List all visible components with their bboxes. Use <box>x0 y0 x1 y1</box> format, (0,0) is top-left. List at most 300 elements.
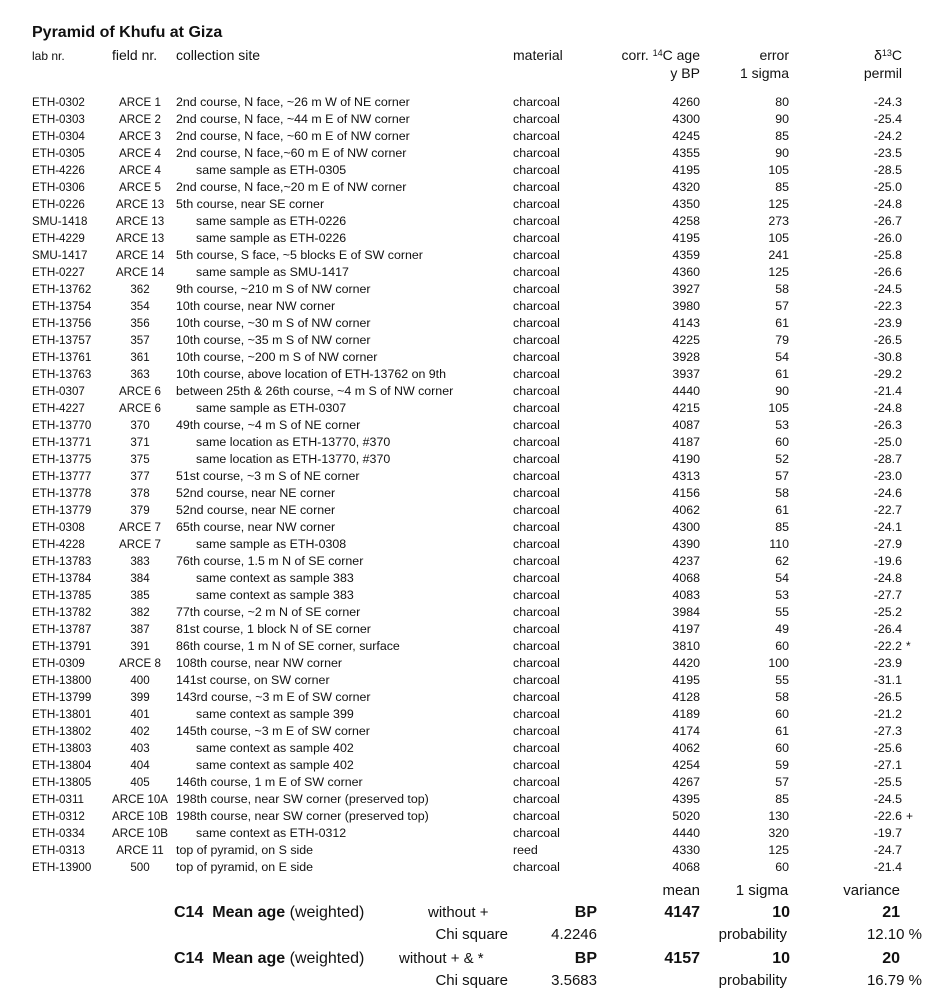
lab-nr-cell: ETH-13783 <box>32 555 92 568</box>
table-row: ETH-0311 ARCE 10A 198th course, near SW corner (preserved top) charcoal 4395 85 -24.5 <box>32 792 902 806</box>
error-cell: 273 <box>768 214 789 228</box>
material-cell: charcoal <box>513 452 560 466</box>
d13c-cell: -24.3 <box>873 95 902 109</box>
summary1-label: C14 Mean age (weighted) <box>174 904 365 921</box>
d13c-cell: -28.7 <box>873 452 902 466</box>
table-row: ETH-0303 ARCE 2 2nd course, N face, ~44 m E of NW corner charcoal 4300 90 -25.4 <box>32 112 902 126</box>
lab-nr-cell: ETH-13763 <box>32 368 92 381</box>
material-cell: charcoal <box>513 163 560 177</box>
d13c-cell: -27.1 <box>873 758 902 772</box>
lab-nr-cell: ETH-0227 <box>32 266 85 279</box>
material-cell: charcoal <box>513 826 560 840</box>
error-cell: 54 <box>775 350 789 364</box>
summary2-sigma: 10 <box>772 950 790 967</box>
collection-site-cell: same sample as ETH-0308 <box>196 537 347 551</box>
lab-nr-cell: SMU-1417 <box>32 249 88 262</box>
lab-nr-cell: ETH-13770 <box>32 419 92 432</box>
collection-site-cell: 77th course, ~2 m N of SE corner <box>176 605 361 619</box>
lab-nr-cell: ETH-13757 <box>32 334 92 347</box>
d13c-cell: -27.9 <box>873 537 902 551</box>
age-cell: 4225 <box>672 333 700 347</box>
d13c-cell: -31.1 <box>873 673 902 687</box>
age-cell: 4237 <box>672 554 700 568</box>
table-row: ETH-13756 356 10th course, ~30 m S of NW corner charcoal 4143 61 -23.9 <box>32 316 902 330</box>
lab-nr-cell: ETH-13799 <box>32 691 92 704</box>
material-cell: charcoal <box>513 724 560 738</box>
summary1-variance: 21 <box>882 904 900 921</box>
table-row: ETH-4227 ARCE 6 same sample as ETH-0307 charcoal 4215 105 -24.8 <box>32 401 902 415</box>
material-cell: charcoal <box>513 214 560 228</box>
age-cell: 4359 <box>672 248 700 262</box>
collection-site-cell: 143rd course, ~3 m E of SW corner <box>176 690 371 704</box>
collection-site-cell: same sample as ETH-0226 <box>196 214 347 228</box>
table-row: ETH-4228 ARCE 7 same sample as ETH-0308 charcoal 4390 110 -27.9 <box>32 537 902 551</box>
collection-site-cell: 86th course, 1 m N of SE corner, surface <box>176 639 400 653</box>
table-row: ETH-0306 ARCE 5 2nd course, N face,~20 m E of NW corner charcoal 4320 85 -25.0 <box>32 180 902 194</box>
error-cell: 57 <box>775 299 789 313</box>
error-cell: 85 <box>775 180 789 194</box>
table-row: ETH-13777 377 51st course, ~3 m S of NE corner charcoal 4313 57 -23.0 <box>32 469 902 483</box>
collection-site-cell: 2nd course, N face,~20 m E of NW corner <box>176 180 407 194</box>
age-cell: 3980 <box>672 299 700 313</box>
d13c-cell: -25.8 <box>873 248 902 262</box>
collection-site-cell: 65th course, near NW corner <box>176 520 336 534</box>
d13c-cell: -22.2 <box>873 639 902 653</box>
lab-nr-cell: ETH-13801 <box>32 708 92 721</box>
error-cell: 61 <box>775 316 789 330</box>
error-cell: 61 <box>775 367 789 381</box>
d13c-cell: -24.7 <box>873 843 902 857</box>
summary-col-mean: mean <box>662 882 700 899</box>
material-cell: charcoal <box>513 860 560 874</box>
age-cell: 4128 <box>672 690 700 704</box>
sample-table <box>0 94 936 876</box>
error-cell: 80 <box>775 95 789 109</box>
error-cell: 61 <box>775 724 789 738</box>
table-row: ETH-0313 ARCE 11 top of pyramid, on S side reed 4330 125 -24.7 <box>32 843 902 857</box>
collection-site-cell: same context as sample 399 <box>196 707 354 721</box>
error-cell: 90 <box>775 112 789 126</box>
lab-nr-cell: ETH-13779 <box>32 504 92 517</box>
material-cell: charcoal <box>513 197 560 211</box>
age-cell: 4083 <box>672 588 700 602</box>
collection-site-cell: 198th course, near SW corner (preserved top) <box>176 792 429 806</box>
error-cell: 54 <box>775 571 789 585</box>
table-row: ETH-13787 387 81st course, 1 block N of SE corner charcoal 4197 49 -26.4 <box>32 622 902 636</box>
d13c-cell: -24.8 <box>873 401 902 415</box>
age-cell: 4258 <box>672 214 700 228</box>
age-cell: 4440 <box>672 384 700 398</box>
table-row: ETH-0305 ARCE 4 2nd course, N face,~60 m E of NW corner charcoal 4355 90 -23.5 <box>32 146 902 160</box>
age-cell: 4087 <box>672 418 700 432</box>
d13c-cell: -26.4 <box>873 622 902 636</box>
material-cell: charcoal <box>513 809 560 823</box>
age-cell: 4330 <box>672 843 700 857</box>
summary2-prob-value: 16.79 % <box>866 972 922 989</box>
material-cell: charcoal <box>513 775 560 789</box>
material-cell: charcoal <box>513 486 560 500</box>
d13c-cell: -24.2 <box>873 129 902 143</box>
table-row: ETH-13805 405 146th course, 1 m E of SW corner charcoal 4267 57 -25.5 <box>32 775 902 789</box>
d13c-cell: -27.7 <box>873 588 902 602</box>
collection-site-cell: 2nd course, N face, ~44 m E of NW corner <box>176 112 410 126</box>
lab-nr-cell: ETH-13754 <box>32 300 92 313</box>
collection-site-cell: 5th course, near SE corner <box>176 197 325 211</box>
error-cell: 60 <box>775 741 789 755</box>
collection-site-cell: same context as sample 383 <box>196 588 354 602</box>
age-cell: 4300 <box>672 112 700 126</box>
material-cell: charcoal <box>513 333 560 347</box>
table-row: ETH-13803 403 same context as sample 402 charcoal 4062 60 -25.6 <box>32 741 902 755</box>
material-cell: charcoal <box>513 435 560 449</box>
error-cell: 79 <box>775 333 789 347</box>
d13c-cell: -23.0 <box>873 469 902 483</box>
table-row: ETH-13900 500 top of pyramid, on E side charcoal 4068 60 -21.4 <box>32 860 902 874</box>
lab-nr-cell: ETH-13785 <box>32 589 92 602</box>
error-cell: 53 <box>775 588 789 602</box>
age-cell: 4062 <box>672 741 700 755</box>
table-row: ETH-13778 378 52nd course, near NE corner charcoal 4156 58 -24.6 <box>32 486 902 500</box>
material-cell: charcoal <box>513 316 560 330</box>
material-cell: charcoal <box>513 554 560 568</box>
material-cell: charcoal <box>513 571 560 585</box>
outlier-mark: + <box>906 809 914 823</box>
d13c-cell: -24.5 <box>873 792 902 806</box>
error-cell: 125 <box>768 265 789 279</box>
lab-nr-cell: ETH-0306 <box>32 181 85 194</box>
lab-nr-cell: ETH-0304 <box>32 130 85 143</box>
error-cell: 49 <box>775 622 789 636</box>
d13c-cell: -26.7 <box>873 214 902 228</box>
material-cell: charcoal <box>513 418 560 432</box>
table-row: ETH-0312 ARCE 10B 198th course, near SW corner (preserved top) charcoal 5020 130 -22.6 + <box>32 809 914 823</box>
table-row: ETH-0304 ARCE 3 2nd course, N face, ~60 m E of NW corner charcoal 4245 85 -24.2 <box>32 129 902 143</box>
collection-site-cell: 108th course, near NW corner <box>176 656 342 670</box>
error-cell: 58 <box>775 486 789 500</box>
lab-nr-cell: ETH-13802 <box>32 725 92 738</box>
d13c-cell: -25.0 <box>873 435 902 449</box>
table-row: ETH-4226 ARCE 4 same sample as ETH-0305 charcoal 4195 105 -28.5 <box>32 163 902 177</box>
table-row: ETH-13779 379 52nd course, near NE corner charcoal 4062 61 -22.7 <box>32 503 902 517</box>
age-cell: 4420 <box>672 656 700 670</box>
age-cell: 4313 <box>672 469 700 483</box>
d13c-cell: -24.1 <box>873 520 902 534</box>
lab-nr-cell: ETH-13900 <box>32 861 92 874</box>
material-cell: charcoal <box>513 605 560 619</box>
collection-site-cell: 10th course, near NW corner <box>176 299 336 313</box>
summary2-unit: BP <box>574 950 597 967</box>
table-row: ETH-13775 375 same location as ETH-13770, #370 charcoal 4190 52 -28.7 <box>32 452 902 466</box>
age-cell: 3984 <box>672 605 700 619</box>
table-row: ETH-0307 ARCE 6 between 25th & 26th course, ~4 m S of NW corner charcoal 4440 90 -21.4 <box>32 384 902 398</box>
collection-site-cell: 51st course, ~3 m S of NE corner <box>176 469 360 483</box>
age-cell: 3937 <box>672 367 700 381</box>
d13c-cell: -25.0 <box>873 180 902 194</box>
age-cell: 4267 <box>672 775 700 789</box>
table-row: ETH-13782 382 77th course, ~2 m N of SE corner charcoal 3984 55 -25.2 <box>32 605 902 619</box>
age-cell: 3928 <box>672 350 700 364</box>
collection-site-cell: 52nd course, near NE corner <box>176 486 336 500</box>
age-cell: 4189 <box>672 707 700 721</box>
table-row: ETH-13791 391 86th course, 1 m N of SE corner, surface charcoal 3810 60 -22.2 * <box>32 639 911 653</box>
table-row: ETH-13771 371 same location as ETH-13770, #370 charcoal 4187 60 -25.0 <box>32 435 902 449</box>
material-cell: charcoal <box>513 146 560 160</box>
error-cell: 90 <box>775 146 789 160</box>
error-cell: 53 <box>775 418 789 432</box>
lab-nr-cell: ETH-13784 <box>32 572 92 585</box>
age-cell: 4062 <box>672 503 700 517</box>
summary2-variance: 20 <box>882 950 900 967</box>
material-cell: charcoal <box>513 622 560 636</box>
material-cell: charcoal <box>513 180 560 194</box>
age-cell: 4360 <box>672 265 700 279</box>
d13c-cell: -19.7 <box>873 826 902 840</box>
d13c-cell: -25.4 <box>873 112 902 126</box>
collection-site-cell: 10th course, ~30 m S of NW corner <box>176 316 371 330</box>
collection-site-cell: 52nd course, near NE corner <box>176 503 336 517</box>
lab-nr-cell: ETH-13778 <box>32 487 92 500</box>
age-cell: 4195 <box>672 673 700 687</box>
error-cell: 105 <box>768 163 789 177</box>
lab-nr-cell: ETH-13803 <box>32 742 92 755</box>
material-cell: charcoal <box>513 248 560 262</box>
collection-site-cell: same sample as ETH-0307 <box>196 401 347 415</box>
d13c-cell: -28.5 <box>873 163 902 177</box>
table-row: ETH-0308 ARCE 7 65th course, near NW corner charcoal 4300 85 -24.1 <box>32 520 902 534</box>
error-cell: 58 <box>775 690 789 704</box>
material-cell: charcoal <box>513 588 560 602</box>
material-cell: charcoal <box>513 384 560 398</box>
lab-nr-cell: ETH-13775 <box>32 453 92 466</box>
table-row: ETH-13800 400 141st course, on SW corner charcoal 4195 55 -31.1 <box>32 673 902 687</box>
summary1-prob-label: probability <box>718 926 787 943</box>
collection-site-cell: 2nd course, N face, ~60 m E of NW corner <box>176 129 410 143</box>
collection-site-cell: 141st course, on SW corner <box>176 673 330 687</box>
collection-site-cell: 2nd course, N face,~60 m E of NW corner <box>176 146 407 160</box>
collection-site-cell: 10th course, ~200 m S of NW corner <box>176 350 378 364</box>
d13c-cell: -22.3 <box>873 299 902 313</box>
age-cell: 4260 <box>672 95 700 109</box>
age-cell: 3810 <box>672 639 700 653</box>
d13c-cell: -19.6 <box>873 554 902 568</box>
d13c-cell: -26.5 <box>873 690 902 704</box>
collection-site-cell: 49th course, ~4 m S of NE corner <box>176 418 361 432</box>
age-cell: 4195 <box>672 231 700 245</box>
age-cell: 4197 <box>672 622 700 636</box>
collection-site-cell: same sample as ETH-0226 <box>196 231 347 245</box>
d13c-cell: -21.4 <box>873 860 902 874</box>
d13c-cell: -30.8 <box>873 350 902 364</box>
error-cell: 85 <box>775 520 789 534</box>
d13c-cell: -22.7 <box>873 503 902 517</box>
lab-nr-cell: ETH-13805 <box>32 776 92 789</box>
material-cell: charcoal <box>513 673 560 687</box>
summary2-prob-label: probability <box>718 972 787 989</box>
d13c-cell: -22.6 <box>873 809 902 823</box>
material-cell: charcoal <box>513 299 560 313</box>
collection-site-cell: same location as ETH-13770, #370 <box>196 452 391 466</box>
error-cell: 58 <box>775 282 789 296</box>
d13c-cell: -29.2 <box>873 367 902 381</box>
collection-site-cell: between 25th & 26th course, ~4 m S of NW corner <box>176 384 454 398</box>
header-d13-line1: $\delta^{13}C$ <box>874 47 902 63</box>
lab-nr-cell: ETH-0313 <box>32 844 85 857</box>
lab-nr-cell: ETH-13756 <box>32 317 92 330</box>
error-cell: 105 <box>768 401 789 415</box>
collection-site-cell: same location as ETH-13770, #370 <box>196 435 391 449</box>
material-cell: charcoal <box>513 95 560 109</box>
collection-site-cell: 10th course, above location of ETH-13762 on 9th <box>176 367 447 381</box>
summary1-sigma: 10 <box>772 904 790 921</box>
age-cell: 4187 <box>672 435 700 449</box>
lab-nr-cell: ETH-13791 <box>32 640 92 653</box>
error-cell: 60 <box>775 860 789 874</box>
error-cell: 60 <box>775 707 789 721</box>
summary1-chi-label: Chi square <box>435 926 508 943</box>
material-cell: charcoal <box>513 707 560 721</box>
collection-site-cell: 2nd course, N face, ~26 m W of NE corner <box>176 95 410 109</box>
age-cell: 4440 <box>672 826 700 840</box>
material-cell: charcoal <box>513 520 560 534</box>
material-cell: charcoal <box>513 231 560 245</box>
table-row: ETH-13763 363 10th course, above location of ETH-13762 on 9th charcoal 3937 61 -29.2 <box>32 367 902 381</box>
table-row: ETH-0309 ARCE 8 108th course, near NW corner charcoal 4420 100 -23.9 <box>32 656 902 670</box>
table-row: ETH-13804 404 same context as sample 402 charcoal 4254 59 -27.1 <box>32 758 902 772</box>
error-cell: 241 <box>768 248 789 262</box>
lab-nr-cell: ETH-0311 <box>32 793 84 806</box>
error-cell: 59 <box>775 758 789 772</box>
d13c-cell: -21.4 <box>873 384 902 398</box>
lab-nr-cell: ETH-13777 <box>32 470 92 483</box>
material-cell: charcoal <box>513 741 560 755</box>
age-cell: 4390 <box>672 537 700 551</box>
table-row: ETH-0226 ARCE 13 5th course, near SE corner charcoal 4350 125 -24.8 <box>32 197 902 211</box>
table-row: ETH-4229 ARCE 13 same sample as ETH-0226 charcoal 4195 105 -26.0 <box>32 231 902 245</box>
header-d13-line2: permil <box>863 65 902 81</box>
age-cell: 4215 <box>672 401 700 415</box>
d13c-cell: -26.0 <box>873 231 902 245</box>
table-row: ETH-0302 ARCE 1 2nd course, N face, ~26 m W of NE corner charcoal 4260 80 -24.3 <box>32 95 902 109</box>
error-cell: 125 <box>768 843 789 857</box>
summary2-label: C14 Mean age (weighted) <box>174 950 365 967</box>
summary2-condition: without + & * <box>399 950 484 967</box>
error-cell: 100 <box>768 656 789 670</box>
d13c-cell: -25.2 <box>873 605 902 619</box>
material-cell: charcoal <box>513 129 560 143</box>
material-cell: charcoal <box>513 690 560 704</box>
material-cell: charcoal <box>513 282 560 296</box>
error-cell: 125 <box>768 197 789 211</box>
collection-site-cell: same sample as ETH-0305 <box>196 163 347 177</box>
table-row: ETH-13785 385 same context as sample 383 charcoal 4083 53 -27.7 <box>32 588 902 602</box>
summary1-unit: BP <box>574 904 597 921</box>
material-cell: charcoal <box>513 792 560 806</box>
header-lab-nr: lab nr. <box>32 49 65 63</box>
page-title: Pyramid of Khufu at Giza <box>32 24 223 41</box>
table-row: ETH-13757 357 10th course, ~35 m S of NW corner charcoal 4225 79 -26.5 <box>32 333 902 347</box>
d13c-cell: -26.5 <box>873 333 902 347</box>
collection-site-cell: 9th course, ~210 m S of NW corner <box>176 282 371 296</box>
error-cell: 90 <box>775 384 789 398</box>
collection-site-cell: 145th course, ~3 m E of SW corner <box>176 724 370 738</box>
d13c-cell: -24.8 <box>873 571 902 585</box>
header-collection-site: collection site <box>176 47 261 63</box>
table-row: ETH-13783 383 76th course, 1.5 m N of SE corner charcoal 4237 62 -19.6 <box>32 554 902 568</box>
lab-nr-cell: ETH-4227 <box>32 402 85 415</box>
error-cell: 85 <box>775 129 789 143</box>
collection-site-cell: 5th course, S face, ~5 blocks E of SW corner <box>176 248 423 262</box>
error-cell: 320 <box>768 826 789 840</box>
age-cell: 4350 <box>672 197 700 211</box>
material-cell: charcoal <box>513 401 560 415</box>
summary-col-sigma: 1 sigma <box>735 882 789 899</box>
table-row: ETH-13761 361 10th course, ~200 m S of NW corner charcoal 3928 54 -30.8 <box>32 350 902 364</box>
lab-nr-cell: ETH-0307 <box>32 385 85 398</box>
error-cell: 61 <box>775 503 789 517</box>
collection-site-cell: top of pyramid, on S side <box>176 843 314 857</box>
age-cell: 4395 <box>672 792 700 806</box>
material-cell: charcoal <box>513 367 560 381</box>
summary1-condition: without + <box>428 904 489 921</box>
error-cell: 110 <box>769 537 789 551</box>
material-cell: charcoal <box>513 503 560 517</box>
summary-col-variance: variance <box>843 882 900 899</box>
header-age-line2: y BP <box>670 65 700 81</box>
error-cell: 85 <box>775 792 789 806</box>
collection-site-cell: top of pyramid, on E side <box>176 860 314 874</box>
collection-site-cell: 10th course, ~35 m S of NW corner <box>176 333 371 347</box>
error-cell: 60 <box>775 639 789 653</box>
d13c-cell: -24.6 <box>873 486 902 500</box>
material-cell: charcoal <box>513 537 560 551</box>
d13c-cell: -26.3 <box>873 418 902 432</box>
lab-nr-cell: ETH-0312 <box>32 810 85 823</box>
lab-nr-cell: ETH-0308 <box>32 521 85 534</box>
material-cell: charcoal <box>513 656 560 670</box>
lab-nr-cell: ETH-13771 <box>32 436 92 449</box>
header-age-line1: corr. $^{14}$C age <box>621 47 700 63</box>
summary1-prob-value: 12.10 % <box>866 926 922 943</box>
table-row: SMU-1418 ARCE 13 same sample as ETH-0226 charcoal 4258 273 -26.7 <box>32 214 902 228</box>
age-cell: 4355 <box>672 146 700 160</box>
collection-site-cell: same context as sample 402 <box>196 741 354 755</box>
age-cell: 4254 <box>672 758 700 772</box>
age-cell: 4300 <box>672 520 700 534</box>
lab-nr-cell: ETH-0302 <box>32 96 85 109</box>
table-row: ETH-13802 402 145th course, ~3 m E of SW corner charcoal 4174 61 -27.3 <box>32 724 902 738</box>
error-cell: 62 <box>775 554 789 568</box>
age-cell: 4068 <box>672 860 700 874</box>
d13c-cell: -26.6 <box>873 265 902 279</box>
error-cell: 55 <box>775 605 789 619</box>
table-row: ETH-0334 ARCE 10B same context as ETH-0312 charcoal 4440 320 -19.7 <box>32 826 902 840</box>
lab-nr-cell: ETH-13782 <box>32 606 92 619</box>
collection-site-cell: same sample as SMU-1417 <box>196 265 349 279</box>
collection-site-cell: 198th course, near SW corner (preserved top) <box>176 809 429 823</box>
age-cell: 5020 <box>672 809 700 823</box>
d13c-cell: -25.6 <box>873 741 902 755</box>
summary2-chi-label: Chi square <box>435 972 508 989</box>
table-row: ETH-13801 401 same context as sample 399 charcoal 4189 60 -21.2 <box>32 707 902 721</box>
collection-site-cell: 81st course, 1 block N of SE corner <box>176 622 371 636</box>
age-cell: 4068 <box>672 571 700 585</box>
error-cell: 60 <box>775 435 789 449</box>
lab-nr-cell: SMU-1418 <box>32 215 88 228</box>
summary1-mean: 4147 <box>664 904 700 921</box>
header-error-line2: 1 sigma <box>739 65 789 81</box>
lab-nr-cell: ETH-0226 <box>32 198 85 211</box>
table-row: ETH-13784 384 same context as sample 383 charcoal 4068 54 -24.8 <box>32 571 902 585</box>
